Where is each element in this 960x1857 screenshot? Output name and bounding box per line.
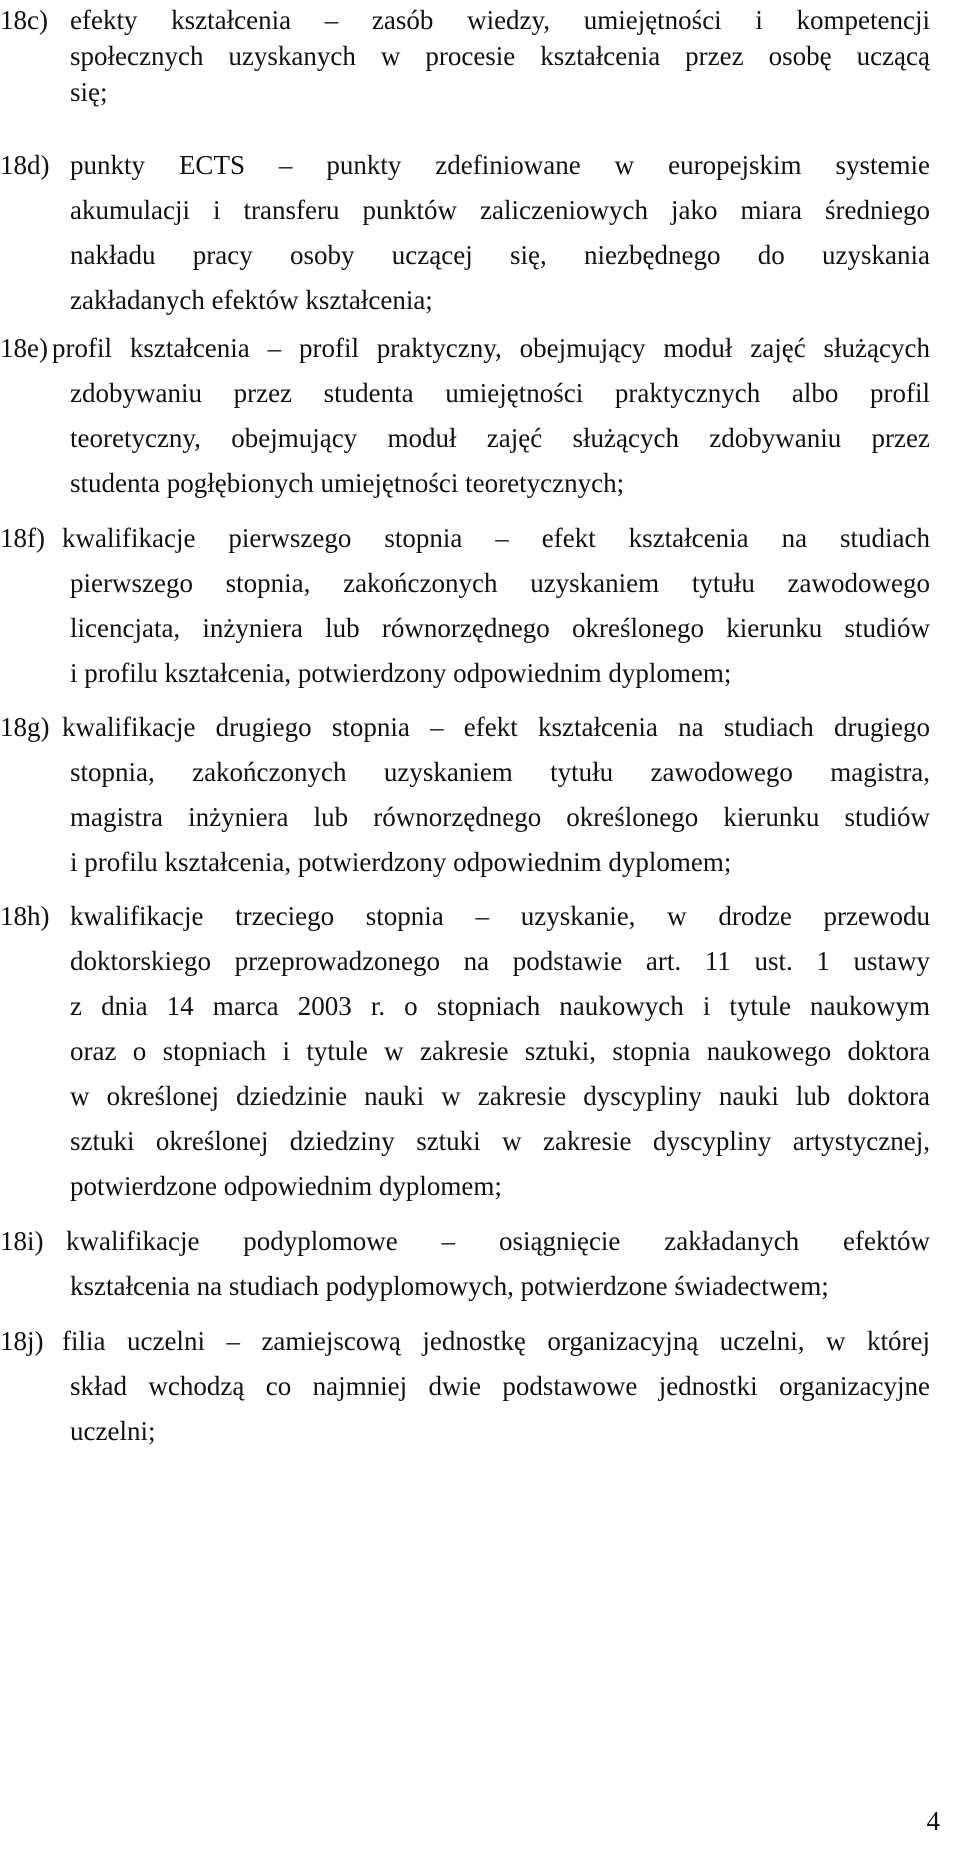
definition-marker: 18j): [0, 1326, 44, 1356]
definition-line: akumulacji i transferu punktów zaliczeniowych jako miara średniego: [70, 195, 930, 225]
definition-line: stopnia, zakończonych uzyskaniem tytułu zawodowego magistra,: [70, 757, 930, 787]
definition-text: efekty kształcenia – zasób wiedzy, umiejętności i kompetencji: [70, 5, 930, 35]
page-number: 4: [926, 1806, 940, 1836]
definition-text: profil kształcenia – profil praktyczny, obejmujący moduł zajęć służących: [52, 333, 930, 363]
definition-line: magistra inżyniera lub równorzędnego określonego kierunku studiów: [70, 802, 930, 832]
definition-line: [0, 1321, 930, 1361]
definition-line: społecznych uzyskanych w procesie kształcenia przez osobę uczącą: [70, 41, 930, 71]
definition-line: zdobywaniu przez studenta umiejętności praktycznych albo profil: [70, 378, 930, 408]
definition-line: [0, 707, 930, 747]
definition-line: [0, 518, 930, 558]
definition-line: [0, 0, 930, 40]
definition-line: teoretyczny, obejmujący moduł zajęć służących zdobywaniu przez: [70, 423, 930, 453]
definition-line: uczelni;: [70, 1416, 156, 1446]
definition-line: [0, 896, 930, 936]
definition-marker: 18h): [0, 901, 50, 931]
definition-marker: 18f): [0, 523, 45, 553]
definition-line: oraz o stopniach i tytule w zakresie sztuki, stopnia naukowego doktora: [70, 1036, 930, 1066]
definition-text: kwalifikacje drugiego stopnia – efekt kształcenia na studiach drugiego: [62, 712, 930, 742]
definition-line: zakładanych efektów kształcenia;: [70, 285, 433, 315]
definition-text: kwalifikacje pierwszego stopnia – efekt kształcenia na studiach: [62, 523, 930, 553]
definition-line: i profilu kształcenia, potwierdzony odpowiednim dyplomem;: [70, 658, 732, 688]
definition-line: i profilu kształcenia, potwierdzony odpowiednim dyplomem;: [70, 847, 732, 877]
definition-marker: 18g): [0, 712, 50, 742]
definition-line: studenta pogłębionych umiejętności teoretycznych;: [70, 468, 625, 498]
definition-line: [0, 145, 930, 185]
definition-line: w określonej dziedzinie nauki w zakresie dyscypliny nauki lub doktora: [70, 1081, 930, 1111]
definition-marker: 18d): [0, 150, 50, 180]
definition-line: kształcenia na studiach podyplomowych, potwierdzone świadectwem;: [70, 1271, 829, 1301]
definition-marker: 18c): [0, 5, 48, 35]
definition-line: sztuki określonej dziedziny sztuki w zakresie dyscypliny artystycznej,: [70, 1126, 930, 1156]
definition-line: doktorskiego przeprowadzonego na podstawie art. 11 ust. 1 ustawy: [70, 946, 930, 976]
definition-line: z dnia 14 marca 2003 r. o stopniach naukowych i tytule naukowym: [70, 991, 930, 1021]
definition-line: [0, 1221, 930, 1261]
definition-marker: 18e): [0, 333, 48, 363]
definition-marker: 18i): [0, 1226, 44, 1256]
definition-line: pierwszego stopnia, zakończonych uzyskaniem tytułu zawodowego: [70, 568, 930, 598]
definition-line: skład wchodzą co najmniej dwie podstawowe jednostki organizacyjne: [70, 1371, 930, 1401]
definition-line: [0, 328, 930, 368]
definition-text: kwalifikacje trzeciego stopnia – uzyskanie, w drodze przewodu: [70, 901, 930, 931]
definition-line: się;: [70, 77, 108, 107]
definition-line: potwierdzone odpowiednim dyplomem;: [70, 1171, 502, 1201]
definition-line: nakładu pracy osoby uczącej się, niezbędnego do uzyskania: [70, 240, 930, 270]
definition-text: filia uczelni – zamiejscową jednostkę organizacyjną uczelni, w której: [62, 1326, 930, 1356]
definition-text: kwalifikacje podyplomowe – osiągnięcie zakładanych efektów: [66, 1226, 930, 1256]
definition-text: punkty ECTS – punkty zdefiniowane w europejskim systemie: [70, 150, 930, 180]
definition-line: licencjata, inżyniera lub równorzędnego określonego kierunku studiów: [70, 613, 930, 643]
